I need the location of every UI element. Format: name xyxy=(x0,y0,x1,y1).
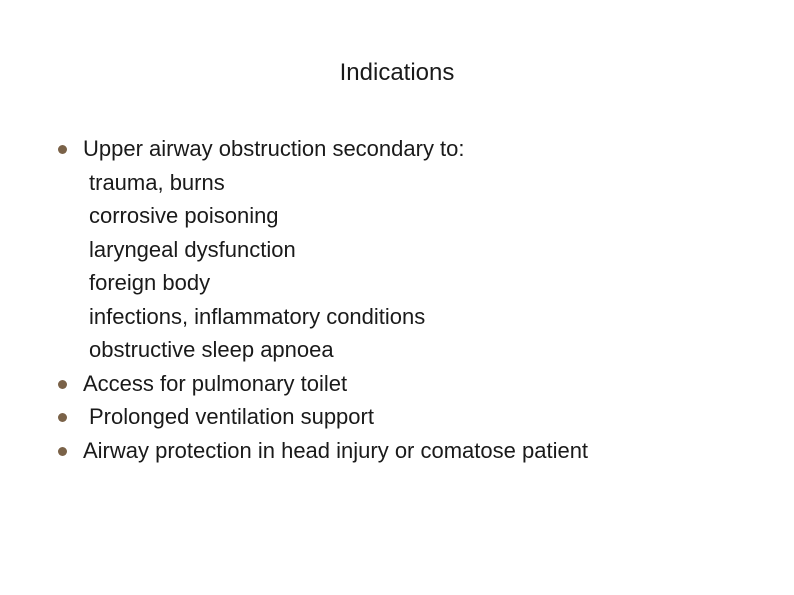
sub-item: laryngeal dysfunction xyxy=(89,236,296,262)
slide-title: Indications xyxy=(339,59,455,86)
sub-item: corrosive poisoning xyxy=(89,203,279,228)
bullet-item-ventilation xyxy=(58,400,588,434)
bullet-text: Access for pulmonary toilet xyxy=(83,370,348,396)
bullet-dot-icon xyxy=(58,413,67,422)
bullet-text: Upper airway obstruction secondary to: xyxy=(83,136,465,161)
bullet-dot-icon xyxy=(58,380,67,389)
bullet-item-pulmonary-toilet xyxy=(58,367,588,401)
bullet-text: Airway protection in head injury or comatose patient xyxy=(83,437,589,463)
bullet-item-upper-airway xyxy=(58,132,588,367)
bullet-dot-icon xyxy=(58,145,67,154)
bullet-list xyxy=(58,132,588,467)
sub-list xyxy=(83,166,588,367)
bullet-item-airway-protection xyxy=(58,434,588,468)
bullet-dot-icon xyxy=(58,447,67,456)
sub-item: trauma, burns xyxy=(89,169,225,195)
sub-item: foreign body xyxy=(89,270,211,295)
sub-item: infections, inflammatory conditions xyxy=(89,303,426,329)
bullet-text: Prolonged ventilation support xyxy=(89,404,374,429)
sub-item: obstructive sleep apnoea xyxy=(89,337,334,362)
